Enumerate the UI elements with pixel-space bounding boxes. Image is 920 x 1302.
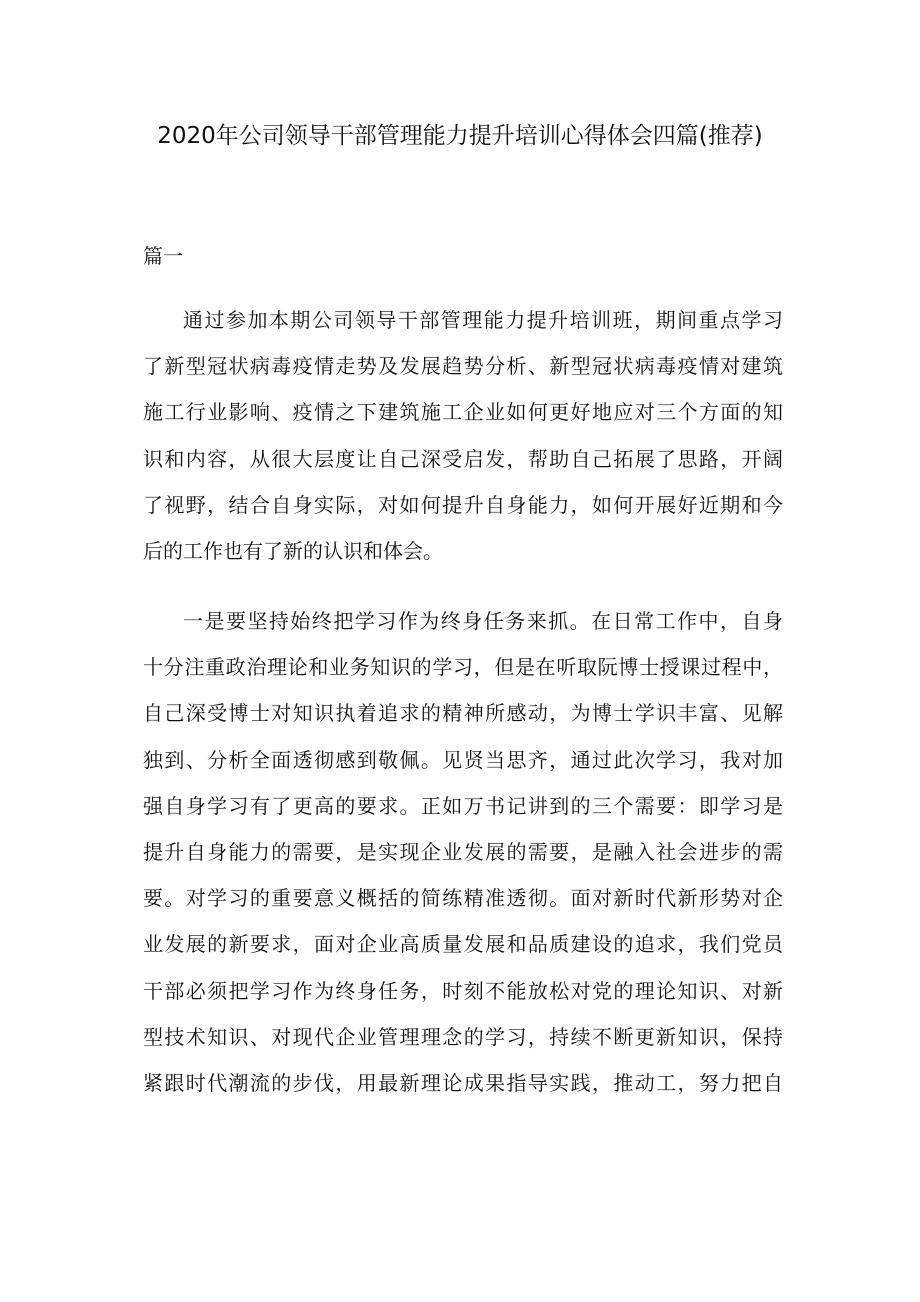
- paragraph-line: 了视野，结合自身实际，对如何提升自身能力，如何开展好近期和今: [143, 492, 783, 517]
- paragraph-line: 型技术知识、对现代企业管理理念的学习，持续不断更新知识，保持: [143, 1024, 783, 1049]
- paragraph-line: 提升自身能力的需要，是实现企业发展的需要，是融入社会进步的需: [143, 839, 783, 864]
- paragraph-line: 施工行业影响、疫情之下建筑施工企业如何更好地应对三个方面的知: [143, 400, 783, 425]
- paragraph-line: 了新型冠状病毒疫情走势及发展趋势分析、新型冠状病毒疫情对建筑: [143, 354, 783, 379]
- paragraph-line: 紧跟时代潮流的步伐，用最新理论成果指导实践，推动工，努力把自: [143, 1070, 783, 1095]
- paragraph-line: 独到、分析全面透彻感到敬佩。见贤当思齐，通过此次学习，我对加: [143, 747, 783, 772]
- paragraph-line: 要。对学习的重要意义概括的简练精准透彻。面对新时代新形势对企: [143, 886, 783, 911]
- paragraph-2: [143, 598, 783, 1106]
- paragraph-line: 识和内容，从很大层度让自己深受启发，帮助自己拓展了思路，开阔: [143, 446, 783, 471]
- paragraph-line: 业发展的新要求，面对企业高质量发展和品质建设的追求，我们党员: [143, 932, 783, 957]
- paragraph-line: 十分注重政治理论和业务知识的学习，但是在听取阮博士授课过程中，: [143, 655, 783, 680]
- paragraph-line: 干部必须把学习作为终身任务，时刻不能放松对党的理论知识、对新: [143, 978, 783, 1003]
- paragraph-1: [143, 297, 783, 574]
- section-label: 篇一: [143, 244, 183, 268]
- paragraph-line: 一是要坚持始终把学习作为终身任务来抓。在日常工作中，自身: [183, 609, 783, 633]
- paragraph-line: 后的工作也有了新的认识和体会。: [143, 538, 443, 563]
- paragraph-line: 自己深受博士对知识执着追求的精神所感动，为博士学识丰富、见解: [143, 701, 783, 726]
- document-title: 2020年公司领导干部管理能力提升培训心得体会四篇(推荐): [157, 123, 763, 149]
- paragraph-line: 强自身学习有了更高的要求。正如万书记讲到的三个需要：即学习是: [143, 793, 783, 818]
- paragraph-line: 通过参加本期公司领导干部管理能力提升培训班，期间重点学习: [183, 308, 783, 332]
